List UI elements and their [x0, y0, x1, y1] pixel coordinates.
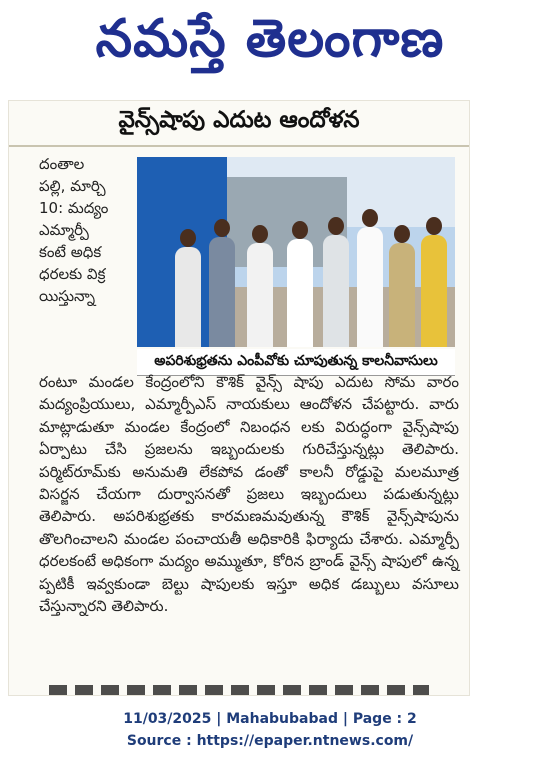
next-article-headline-cut	[49, 685, 429, 695]
newspaper-logo: నమస్తే తెలంగాణ	[95, 8, 445, 69]
photo-person	[209, 237, 235, 347]
photo-person	[175, 247, 201, 347]
article-clipping	[8, 100, 470, 696]
lead-line: దంతాల	[39, 155, 85, 173]
masthead	[0, 0, 540, 90]
photo-person	[323, 235, 349, 347]
article-headline	[9, 101, 469, 147]
photo-person	[357, 227, 383, 347]
article-photo	[137, 157, 455, 347]
photo-person	[421, 235, 447, 347]
lead-line: 10: మద్యం	[39, 199, 109, 217]
headline-text: వైన్స్‌షాపు ఎదుట ఆందోళన	[118, 107, 360, 133]
source-link[interactable]: Source : https://epaper.ntnews.com/	[126, 733, 414, 749]
photo-person	[287, 239, 313, 347]
page-footer	[0, 708, 540, 752]
body-column	[39, 373, 459, 623]
lead-column	[39, 153, 131, 307]
lead-line: ధరలకు విక్ర	[39, 265, 106, 283]
lead-line: యిస్తున్నా	[39, 287, 96, 305]
lead-line: కంటే అధిక	[39, 243, 102, 261]
edition-meta: 11/03/2025 | Mahabubabad | Page : 2	[123, 711, 417, 727]
lead-line: పల్లి, మార్చి	[39, 177, 106, 195]
body-text: రంటూ మండల కేంద్రంలోని కౌశిక్ వైన్స్ షాపు ఎదుట సోమ వారం మద్యంప్రియులు, ఎమ్మార్పీఎస్ నాయకులు ఆందోళన చేపట్టారు. వారు మాట్లాడుతూ మండల కేంద్రంలో నిబంధన లకు విరుద్ధంగా వైన్స్‌షాపు ఏర్పాటు చేసి ప్రజలను ఇబ్బందులకు గురిచేస్తున్నట్లు తెలిపారు. పర్మిట్‌రూమ్‌కు అనుమతి లేకపోవ డంతో కాలనీ రోడ్డుపై మలమూత్ర విసర్జన చేయగా దుర్వాసనతో ప్రజలు ఇబ్బందులు పడుతున్నట్లు తెలిపారు. అపరిశుభ్రతకు కారమణమవుతున్న కౌశిక్ వైన్స్‌షాపును తొలగించాలని మండల పంచాయతీ అధికారికి ఫిర్యాదు చేశారు. ఎమ్మార్పీ ధరలకంటే అధికంగా మద్యం అమ్ముతూ, కోరిన బ్రాండ్ వైన్స్ షాపులో ఉన్న ప్పటికీ ఇవ్వకుండా బెల్టు షాపులకు ఇస్తూ అధిక డబ్బులు వసూలు చేస్తున్నారని తెలిపారు.	[39, 373, 459, 616]
photo-person	[247, 243, 273, 347]
photo-person	[389, 243, 415, 347]
lead-line: ఎమ్మార్పీ	[39, 221, 89, 239]
caption-text: అపరిశుభ్రతను ఎంపీవోకు చూపుతున్న కాలనీవాసులు	[154, 352, 438, 369]
